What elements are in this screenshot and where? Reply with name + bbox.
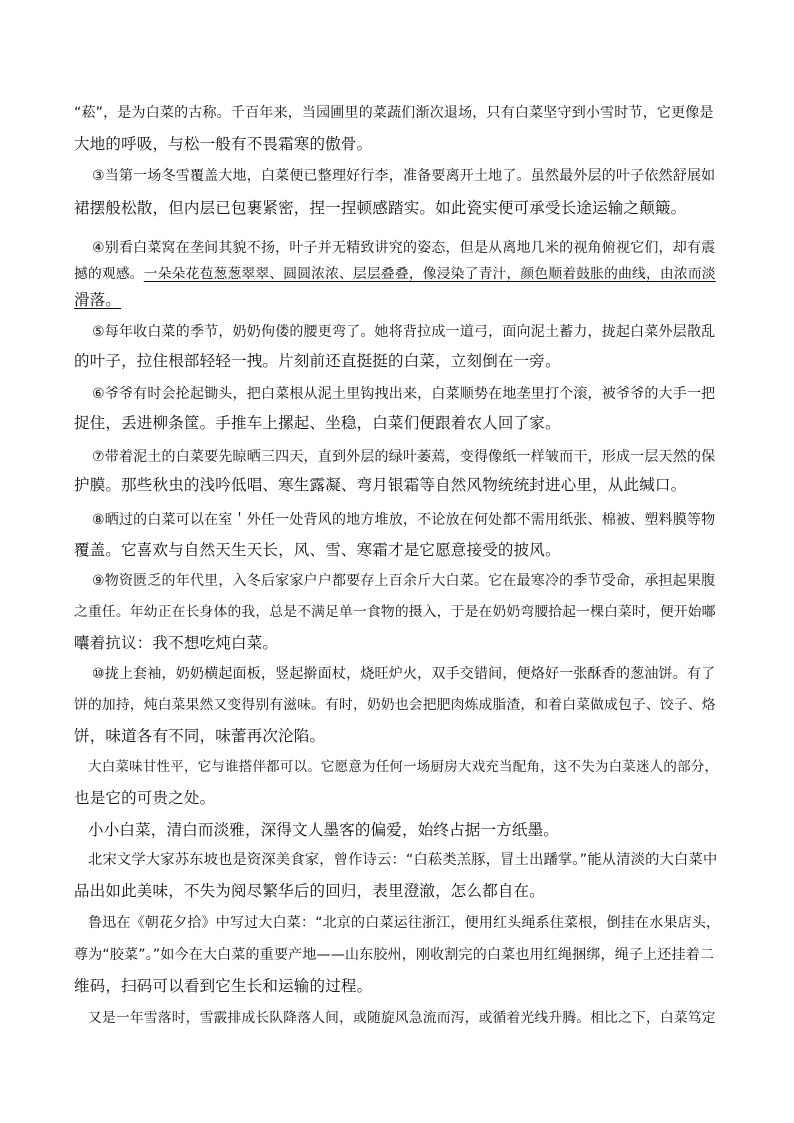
- text-line: 鲁迅在《朝花夕拾》中写过大白菜：“北京的白菜运往浙江，便用红头绳系住菜根，倒挂在水果店头，: [88, 915, 721, 931]
- text-line: 北宋文学大家苏东坡也是资深美食家，曾作诗云：“白菘类羔豚，冒土出蹯掌。”能从清淡的大白菜中: [88, 852, 718, 868]
- paragraph-7-line: ⑦带着泥土的白菜要先晾晒三四天，直到外层的绿叶萎蔫，变得像纸一样皱而干，形成一层天然的保: [92, 449, 716, 465]
- text-line: “菘”，是为白菜的古称。千百年来，当园圃里的菜蔬们渐次退场，只有白菜坚守到小雪时节，它更像是: [74, 105, 714, 121]
- text-line: 小小白菜，清白而淡雅，深得文人墨客的偏爱，始终占据一方纸墨。: [88, 821, 560, 839]
- text-line: 的叶子，拉住根部轻轻一拽。片刻前还直挺挺的白菜，立刻倒在一旁。: [74, 352, 561, 370]
- text-line: [74, 290, 121, 310]
- paragraph-9-line: ⑨物资匮乏的年代里，入冬后家家户户都要存上百余斤大白菜。它在最寒冷的季节受命，承担起果腹: [92, 573, 716, 589]
- text-line: 也是它的可贵之处。: [74, 789, 216, 807]
- text-line: 之重任。年幼正在长身体的我，总是不满足单一食物的摄入，于是在奶奶弯腰拾起一棵白菜时，便开始嘟: [74, 604, 716, 620]
- paragraph-3-line: ③当第一场冬雪覆盖大地，白菜便已整理好行李，准备要离开土地了。虽然最外层的叶子依然舒展如: [92, 168, 716, 184]
- underlined-text: 一朵朵花苞葱葱翠翠、圆圆浓浓、层层叠叠，像浸染了青汁，颜色顺着鼓胀的曲线，由浓而淡: [143, 266, 716, 282]
- text-line: 囔着抗议：我不想吃炖白菜。: [74, 634, 279, 652]
- text-line: 饼，味道各有不同，味蕾再次沦陷。: [74, 727, 326, 745]
- paragraph-4-line: ④别看白菜窝在垄间其貌不扬，叶子并无精致讲究的姿态，但是从离地几米的视角俯视它们，却有震: [92, 240, 716, 256]
- paragraph-5-line: ⑤每年收白菜的季节，奶奶佝偻的腰更弯了。她将背拉成一道弓，面向泥土蓄力，拢起白菜外层散乱: [92, 324, 716, 340]
- text-line: 维码，扫码可以看到它生长和运输的过程。: [74, 977, 373, 995]
- paragraph-10-line: ⑩拢上套袖，奶奶横起面板，竖起擀面杖，烧旺炉火，双手交错间，便烙好一张酥香的葱油饼。有了: [92, 666, 716, 682]
- text-line: 又是一年雪落时，雪霰排成长队降落人间，或随旋风急流而泻，或循着光线升腾。相比之下，白菜笃定: [88, 1010, 716, 1026]
- text-line: 护膜。那些秋虫的浅吟低唱、寒生露凝、弯月银霜等自然风物统统封进心里，从此缄口。: [74, 476, 687, 494]
- text-line: 裙摆般松散，但内层已包裹紧密，捏一捏顿感踏实。如此瓷实便可承受长途运输之颠簸。: [74, 199, 687, 217]
- text-line: 大地的呼吸，与松一般有不畏霜寒的傲骨。: [74, 135, 373, 153]
- paragraph-8-line: ⑧晒过的白菜可以在室＇外任一处背风的地方堆放，不论放在何处都不需用纸张、棉被、塑料膜等物: [92, 512, 716, 528]
- text-line: 捉住，丢进柳条筐。手推车上摞起、坐稳，白菜们便跟着农人回了家。: [74, 414, 561, 432]
- text-line: 尊为“胶菜”。”如今在大白菜的重要产地——山东胶州，刚收割完的白菜也用红绳捆绑，绳子上还挂着二: [74, 947, 715, 963]
- text-line: 覆盖。它喜欢与自然天生天长，风、雪、寒霜才是它愿意接受的披风。: [74, 541, 561, 559]
- paragraph-6-line: ⑥爷爷有时会抡起锄头，把白菜根从泥土里钩拽出来，白菜顺势在地垄里打个滚，被爷爷的大手一把: [92, 386, 716, 402]
- text-line: 饼的加持，炖白菜果然又变得别有滋味。有时，奶奶也会把肥肉炼成脂渣，和着白菜做成包子、饺子、烙: [74, 697, 716, 713]
- plain-text: 撼的观感。: [74, 266, 144, 282]
- text-line: [74, 264, 716, 284]
- text-line: 大白菜味甘性平，它与谁搭伴都可以。它愿意为任何一场厨房大戏充当配角，这不失为白菜迷人的部分，: [88, 759, 719, 775]
- text-line: 品出如此美味，不失为阅尽繁华后的回归，表里澄澈，怎么都自在。: [74, 882, 546, 900]
- underlined-text: 滑落。: [74, 291, 122, 309]
